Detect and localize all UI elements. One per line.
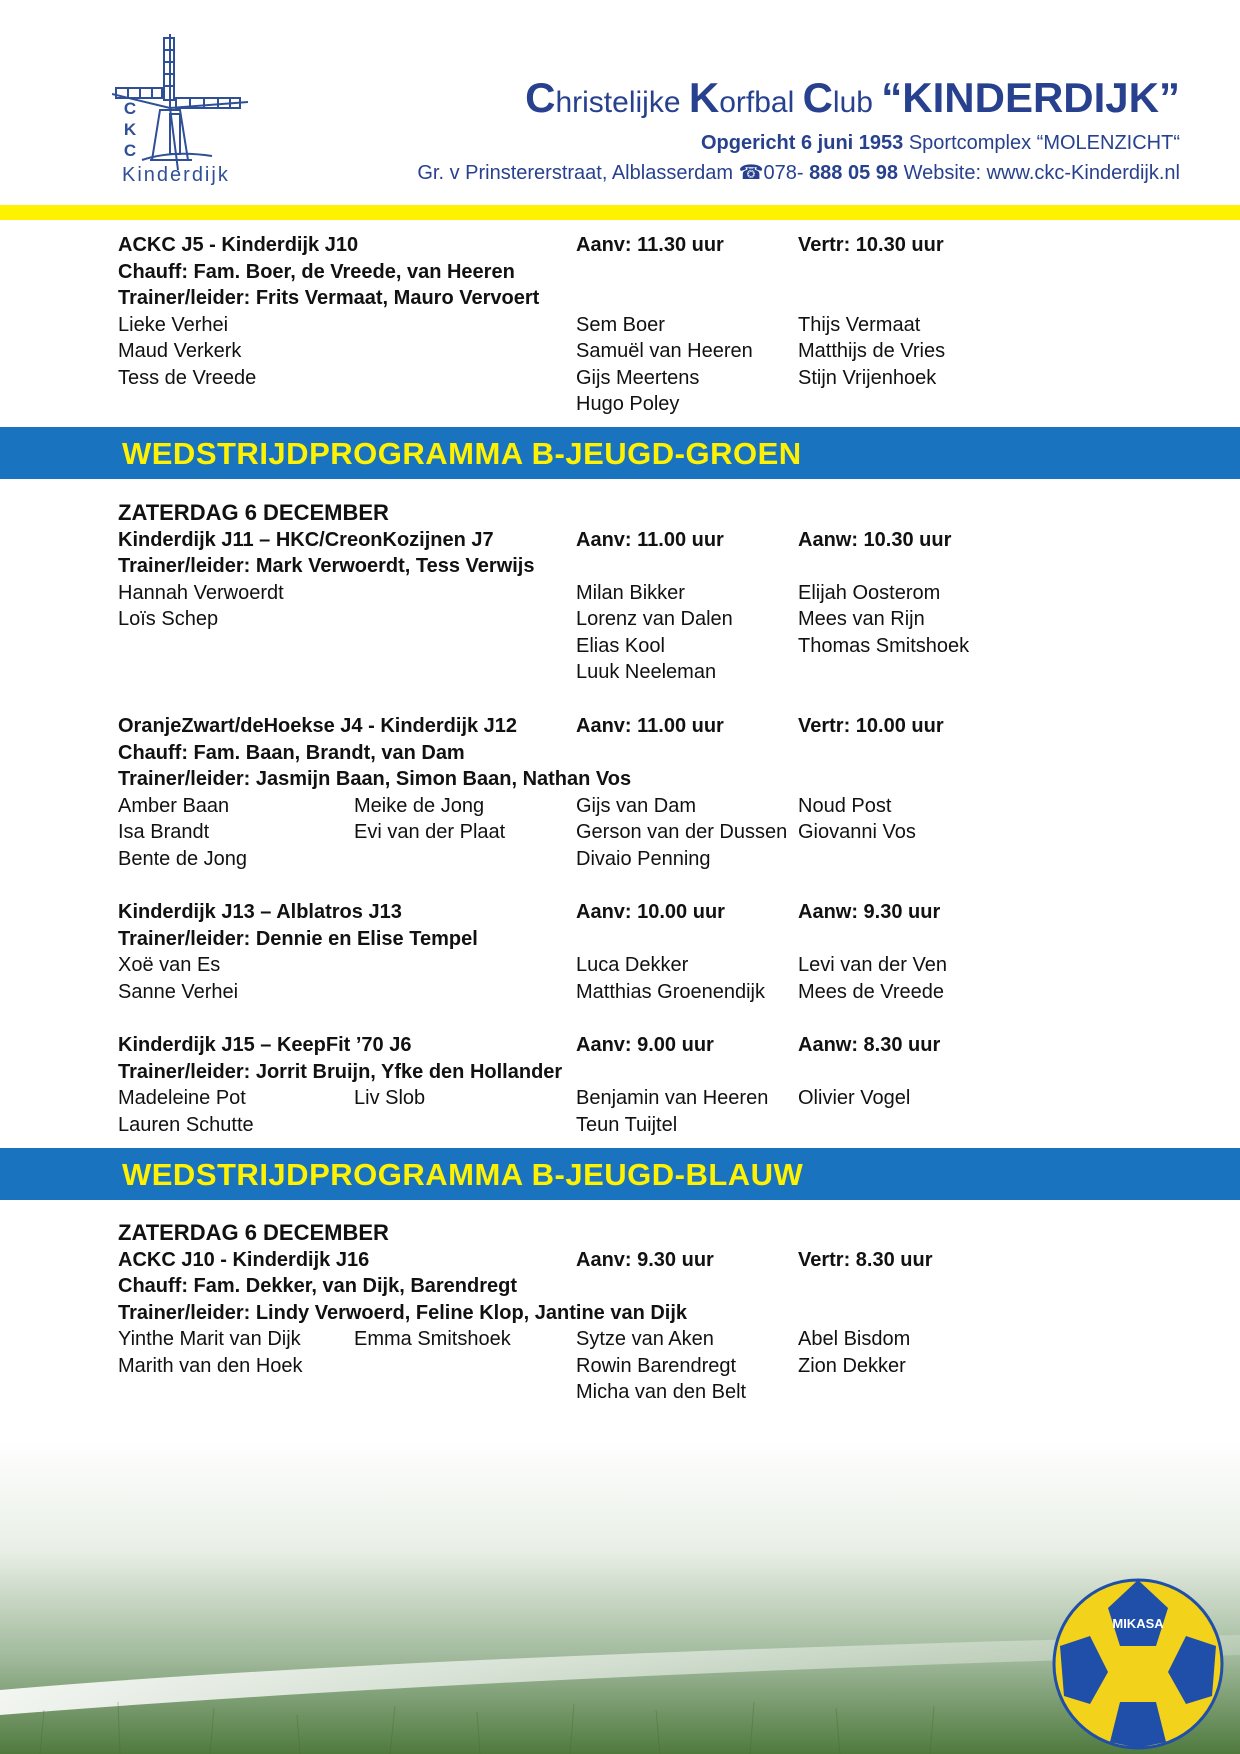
player-name: Stijn Vrijenhoek <box>798 366 937 389</box>
match-block <box>118 1032 1118 1138</box>
club-logo <box>112 30 262 200</box>
match-block <box>118 713 1118 872</box>
letterhead <box>0 0 1240 220</box>
title-rest: orfbal <box>719 86 803 119</box>
player-name: Noud Post <box>798 794 892 817</box>
address-phone: 888 05 98 <box>809 162 899 184</box>
player-row <box>118 952 1118 979</box>
title-initial: C <box>525 74 556 121</box>
title-initial: C <box>802 74 833 121</box>
match-header <box>118 899 1118 926</box>
player-name: Olivier Vogel <box>798 1087 911 1109</box>
player-name: Mees van Rijn <box>798 608 925 630</box>
logo-letter: C <box>123 99 137 118</box>
match-drivers: Chauff: Fam. Baan, Brandt, van Dam <box>118 741 465 764</box>
title-initial: K <box>688 74 720 121</box>
player-row <box>118 1353 1118 1380</box>
player-name: Thomas Smitshoek <box>798 634 970 657</box>
title-rest: hristelijke <box>555 86 689 119</box>
player-name: Loïs Schep <box>118 608 219 630</box>
logo-letter: C <box>123 141 137 160</box>
logo-letter: K <box>123 120 137 139</box>
player-row <box>118 846 1118 873</box>
player-name: Isa Brandt <box>118 821 210 843</box>
header-divider <box>0 205 1240 220</box>
match-header <box>118 1032 1118 1059</box>
player-row <box>118 312 1118 339</box>
match-drivers: Chauff: Fam. Boer, de Vreede, van Heeren <box>118 260 515 283</box>
player-name: Hugo Poley <box>576 393 680 415</box>
player-row <box>118 606 1118 633</box>
match-trainer: Trainer/leider: Frits Vermaat, Mauro Vervoert <box>118 287 540 309</box>
address-street: Gr. v Prinstererstraat, Alblasserdam ☎078- <box>417 162 810 184</box>
address-line <box>417 160 1180 185</box>
player-name: Evi van der Plaat <box>354 821 506 843</box>
player-name: Levi van der Ven <box>798 954 947 976</box>
match-arrival: Aanv: 9.30 uur <box>576 1248 714 1271</box>
match-header <box>118 713 1118 740</box>
player-name: Xoë van Es <box>118 954 221 976</box>
match-arrival: Aanv: 11.30 uur <box>576 234 724 256</box>
player-name: Matthijs de Vries <box>798 340 946 362</box>
player-name: Gerson van der Dussen <box>576 821 788 843</box>
banner-title: WEDSTRIJDPROGRAMMA B-JEUGD-BLAUW <box>122 1157 804 1192</box>
player-name: Luca Dekker <box>576 954 689 976</box>
player-name: Luuk Neeleman <box>576 661 717 683</box>
player-name: Amber Baan <box>118 794 230 817</box>
founded-line <box>701 132 1180 155</box>
match-departure: Vertr: 10.30 uur <box>798 234 944 256</box>
club-title <box>525 74 1180 122</box>
match-arrival: Aanv: 11.00 uur <box>576 528 724 551</box>
player-name: Meike de Jong <box>354 794 485 817</box>
player-name: Teun Tuijtel <box>576 1113 678 1136</box>
address-website: Website: www.ckc-Kinderdijk.nl <box>898 162 1180 184</box>
match-title: Kinderdijk J15 – KeepFit ’70 J6 <box>118 1034 412 1056</box>
player-row <box>118 580 1118 607</box>
match-block <box>118 500 1118 686</box>
match-title: ACKC J5 - Kinderdijk J10 <box>118 234 359 256</box>
match-trainer: Trainer/leider: Dennie en Elise Tempel <box>118 927 478 950</box>
player-row <box>118 1112 1118 1139</box>
match-presence: Aanw: 10.30 uur <box>798 528 952 551</box>
player-name: Abel Bisdom <box>798 1328 911 1350</box>
player-row <box>118 633 1118 660</box>
match-block <box>118 232 1118 418</box>
match-arrival: Aanv: 9.00 uur <box>576 1034 714 1056</box>
match-presence: Aanw: 9.30 uur <box>798 901 941 923</box>
ball-brand: MIKASA <box>1112 1616 1164 1631</box>
player-name: Mees de Vreede <box>798 980 945 1003</box>
player-name: Lauren Schutte <box>118 1113 254 1136</box>
player-name: Divaio Penning <box>576 847 711 870</box>
match-date: ZATERDAG 6 DECEMBER <box>118 500 389 525</box>
match-departure: Vertr: 8.30 uur <box>798 1248 933 1271</box>
player-name: Tess de Vreede <box>118 366 257 389</box>
section-banner-groen <box>0 427 1240 479</box>
match-header <box>118 527 1118 554</box>
match-presence: Aanw: 8.30 uur <box>798 1034 941 1056</box>
player-name: Bente de Jong <box>118 847 247 870</box>
player-row <box>118 819 1118 846</box>
player-row <box>118 1379 1118 1406</box>
player-name: Marith van den Hoek <box>118 1354 303 1377</box>
match-block <box>118 899 1118 1005</box>
player-name: Micha van den Belt <box>576 1381 747 1403</box>
player-name: Liv Slob <box>354 1087 426 1109</box>
player-name: Yinthe Marit van Dijk <box>118 1328 301 1350</box>
match-arrival: Aanv: 10.00 uur <box>576 901 725 923</box>
match-date: ZATERDAG 6 DECEMBER <box>118 1220 389 1245</box>
logo-name: Kinderdijk <box>122 164 230 186</box>
player-row <box>118 793 1118 820</box>
player-name: Sem Boer <box>576 313 665 336</box>
player-name: Emma Smitshoek <box>354 1328 511 1350</box>
player-name: Giovanni Vos <box>798 821 916 843</box>
player-name: Elijah Oosterom <box>798 581 941 604</box>
title-rest: lub <box>832 86 882 119</box>
match-arrival: Aanv: 11.00 uur <box>576 715 724 737</box>
match-title: Kinderdijk J13 – Alblatros J13 <box>118 901 402 923</box>
banner-title: WEDSTRIJDPROGRAMMA B-JEUGD-GROEN <box>122 436 802 471</box>
match-block <box>118 1220 1118 1406</box>
korfball-icon <box>1050 1576 1226 1752</box>
player-name: Lieke Verhei <box>118 313 229 336</box>
match-trainer: Trainer/leider: Lindy Verwoerd, Feline Klop, Jantine van Dijk <box>118 1301 688 1324</box>
player-name: Samuël van Heeren <box>576 340 753 362</box>
player-row <box>118 338 1118 365</box>
match-header <box>118 232 1118 259</box>
player-name: Rowin Barendregt <box>576 1354 737 1377</box>
player-name: Sytze van Aken <box>576 1328 714 1350</box>
player-row <box>118 1326 1118 1353</box>
match-trainer: Trainer/leider: Mark Verwoerdt, Tess Verwijs <box>118 555 535 577</box>
player-name: Lorenz van Dalen <box>576 608 733 630</box>
match-title: ACKC J10 - Kinderdijk J16 <box>118 1248 370 1271</box>
player-row <box>118 979 1118 1006</box>
player-name: Sanne Verhei <box>118 980 239 1003</box>
logo-letters <box>122 98 138 161</box>
player-name: Hannah Verwoerdt <box>118 581 284 604</box>
player-row <box>118 659 1118 686</box>
match-trainer: Trainer/leider: Jorrit Bruijn, Yfke den Hollander <box>118 1060 563 1083</box>
match-title: OranjeZwart/deHoekse J4 - Kinderdijk J12 <box>118 715 518 737</box>
player-name: Elias Kool <box>576 634 665 657</box>
match-trainer: Trainer/leider: Jasmijn Baan, Simon Baan, Nathan Vos <box>118 768 632 790</box>
match-header <box>118 1247 1118 1274</box>
section-banner-blauw <box>0 1148 1240 1200</box>
match-departure: Vertr: 10.00 uur <box>798 715 944 737</box>
player-name: Milan Bikker <box>576 581 685 604</box>
player-name: Thijs Vermaat <box>798 313 921 336</box>
player-row <box>118 1085 1118 1112</box>
title-club-name: “KINDERDIJK” <box>881 74 1180 121</box>
player-name: Gijs van Dam <box>576 794 697 817</box>
match-title: Kinderdijk J11 – HKC/CreonKozijnen J7 <box>118 528 494 551</box>
player-name: Matthias Groenendijk <box>576 980 765 1003</box>
player-name: Benjamin van Heeren <box>576 1087 769 1109</box>
match-drivers: Chauff: Fam. Dekker, van Dijk, Barendregt <box>118 1275 518 1297</box>
player-name: Maud Verkerk <box>118 340 242 362</box>
player-name: Zion Dekker <box>798 1354 906 1377</box>
founded-date: Opgericht 6 juni 1953 <box>700 132 904 154</box>
player-name: Madeleine Pot <box>118 1087 246 1109</box>
player-row <box>118 391 1118 418</box>
sport-complex: Sportcomplex “MOLENZICHT“ <box>903 132 1180 154</box>
player-name: Gijs Meertens <box>576 366 700 389</box>
player-row <box>118 365 1118 392</box>
